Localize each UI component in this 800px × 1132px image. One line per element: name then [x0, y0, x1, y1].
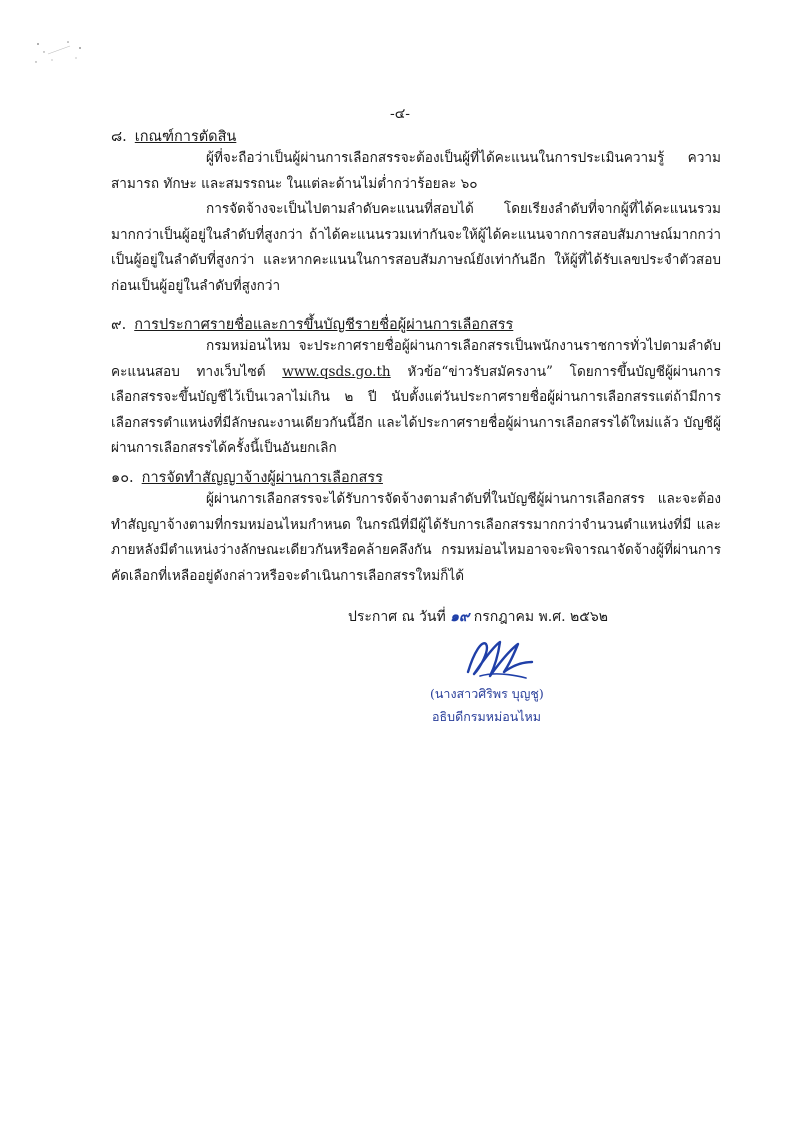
section-number: ๑๐. — [111, 470, 134, 486]
section-title: เกณฑ์การตัดสิน — [134, 129, 237, 145]
signatory-name: (นางสาวศิริพร บุญชู) — [430, 686, 544, 701]
section-10-heading — [111, 466, 383, 489]
section-8-paragraph-1: ผู้ที่จะถือว่าเป็นผู้ผ่านการเลือกสรรจะต้องเป็นผู้ที่ได้คะแนนในการประเมินความรู้ ความสามารถ ทักษะ และสมรรถนะ ในแต่ละด้านไม่ต่ำกว่าร้อยละ ๖๐ — [111, 150, 721, 192]
section-9-paragraph: กรมหม่อนไหม จะประกาศรายชื่อผู้ผ่านการเลือกสรรเป็นพนักงานราชการทั่วไปตามลำดับคะแนนสอบ ทางเว็บไซต์ www.qsds.go.th หัวข้อ“ข่าวรับสมัครงาน” โดยการขึ้นบัญชีผู้ผ่านการเลือกสรรจะขึ้นบัญชีไว้เป็นเวลาไม่เกิน ๒ ปี นับตั้งแต่วันประกาศรายชื่อผู้ผ่านการเลือกสรรแต่ถ้ามีการเลือกสรรตำแหน่งที่มีลักษณะงานเดียวกันนี้อีก และได้ประกาศรายชื่อผู้ผ่านการเลือกสรรได้ใหม่แล้ว บัญชีผู้ผ่านการเลือกสรรได้ครั้งนี้เป็นอันยกเลิก — [111, 338, 721, 456]
section-9-heading — [111, 313, 513, 336]
signatory-title: อธิบดีกรมหม่อนไหม — [432, 709, 542, 724]
scan-specks — [30, 36, 90, 76]
section-8-heading — [111, 125, 236, 148]
page-number: -๔- — [389, 106, 411, 122]
section-10-paragraph: ผู้ผ่านการเลือกสรรจะได้รับการจัดจ้างตามลำดับที่ในบัญชีผู้ผ่านการเลือกสรร และจะต้องทำสัญญาจ้างตามที่กรมหม่อนไหมกำหนด ในกรณีที่มีผู้ได้รับการเลือกสรรมากกว่าจำนวนตำแหน่งที่มี และภายหลังมีตำแหน่งว่างลักษณะเดียวกันหรือคล้ายคลึงกัน กรมหม่อนไหมอาจจะพิจารณาจัดจ้างผู้ที่ผ่านการคัดเลือกที่เหลืออยู่ดังกล่าวหรือจะดำเนินการเลือกสรรใหม่ก็ได้ — [111, 491, 721, 584]
handwritten-day: ๑๙ — [450, 609, 470, 625]
section-title: การประกาศรายชื่อและการขึ้นบัญชีรายชื่อผู้ผ่านการเลือกสรร — [134, 317, 514, 333]
section-title: การจัดทำสัญญาจ้างผู้ผ่านการเลือกสรร — [141, 470, 383, 486]
website-link[interactable]: www.qsds.go.th — [282, 363, 391, 380]
section-8-paragraph-2: การจัดจ้างจะเป็นไปตามลำดับคะแนนที่สอบได้ โดยเรียงลำดับที่จากผู้ที่ได้คะแนนรวมมากกว่าเป็นผู้อยู่ในลำดับที่สูงกว่า ถ้าได้คะแนนรวมเท่ากันจะให้ผู้ได้คะแนนจากการสอบสัมภาษณ์มากกว่าเป็นผู้อยู่ในลำดับที่สูงกว่า และหากคะแนนในการสอบสัมภาษณ์ยังเท่ากันอีก ให้ผู้ที่ได้รับเลขประจำตัวสอบก่อนเป็นผู้อยู่ในลำดับที่สูงกว่า — [111, 201, 721, 294]
announcement-date: ประกาศ ณ วันที่ ๑๙ กรกฎาคม พ.ศ. ๒๕๖๒ — [348, 609, 608, 625]
handwritten-signature — [460, 632, 540, 684]
section-number: ๘. — [111, 129, 127, 145]
section-number: ๙. — [111, 317, 127, 333]
